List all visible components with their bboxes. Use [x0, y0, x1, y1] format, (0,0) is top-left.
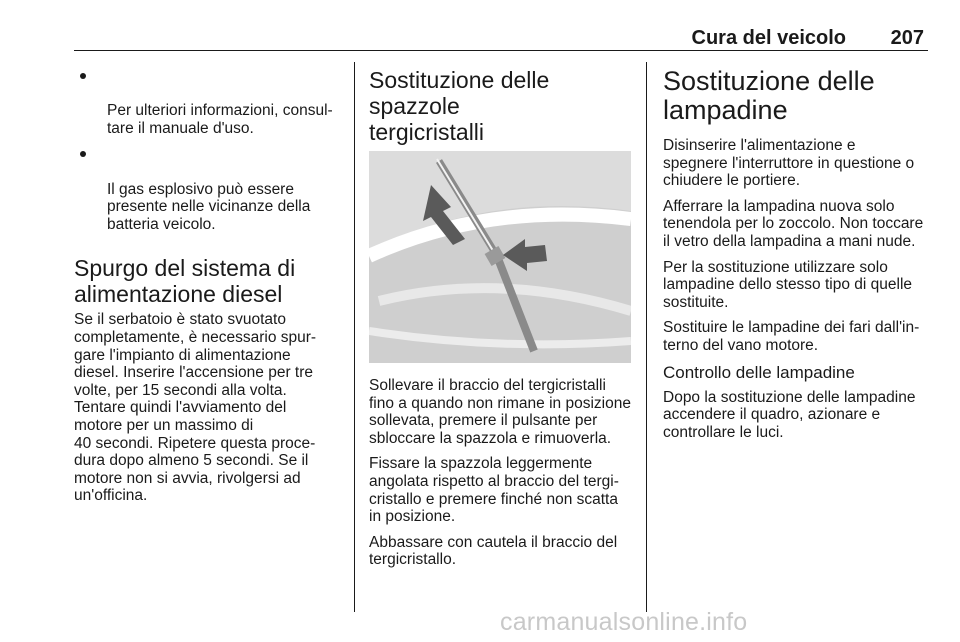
body-paragraph: Se il serbatoio è stato svuotato completamente, è necessario spur- gare l'impianto di alimentazione diesel. Inserire l'accensione per tre volte, per 15 secondi alla volta. Tentare quindi l'avviamento del motore per un massimo di 40 secondi. Ripetere questa proce- dura dopo almeno 5 secondi. Se il motore non si avvia, rivolgersi ad un'officina.	[74, 311, 317, 505]
section-heading: Spurgo del sistema di alimentazione diesel	[74, 255, 296, 308]
column-right	[663, 67, 933, 449]
watermark: carmanualsonline.info	[500, 608, 748, 636]
bullet-dot-icon	[80, 151, 86, 157]
bullet-item	[74, 67, 348, 137]
page-number: 207	[890, 27, 924, 49]
column-divider	[646, 62, 647, 612]
bullet-item	[74, 145, 348, 233]
bullet-dot-icon	[80, 73, 86, 79]
section-heading: Sostituzione delle spazzole tergicristalli	[369, 67, 550, 145]
body-paragraph: Dopo la sostituzione delle lampadine accendere il quadro, azionare e controllare le luci.	[663, 388, 916, 441]
wiper-illustration	[369, 151, 631, 363]
subsection-heading: Controllo delle lampadine	[663, 362, 855, 382]
body-paragraph: Sostituire le lampadine dei fari dall'in- terno del vano motore.	[663, 319, 920, 354]
wiper-blade-icon	[369, 151, 631, 363]
body-paragraph: Abbassare con cautela il braccio del tergicristallo.	[369, 533, 618, 569]
body-paragraph: Disinserire l'alimentazione e spegnere l'interruttore in questione o chiudere le portiere.	[663, 137, 915, 190]
body-paragraph: Sollevare il braccio del tergicristalli fino a quando non rimane in posizione sollevata, premere il pulsante per sbloccare la spazzola e rimuoverla.	[369, 377, 631, 447]
bullet-text: Per ulteriori informazioni, consul- tare il manuale d'uso.	[107, 102, 333, 137]
bullet-text: Il gas esplosivo può essere presente nelle vicinanze della batteria veicolo.	[107, 180, 311, 233]
page-header	[74, 26, 928, 51]
section-title: Cura del veicolo	[691, 27, 846, 49]
column-divider	[354, 62, 355, 612]
body-paragraph: Afferrare la lampadina nuova solo tenendola per lo zoccolo. Non toccare il vetro della lampadina a mani nude.	[663, 197, 924, 250]
column-left	[74, 67, 348, 513]
body-paragraph: Fissare la spazzola leggermente angolata rispetto al braccio del tergi- cristallo e premere finché non scatta in posizione.	[369, 455, 619, 526]
body-paragraph: Per la sostituzione utilizzare solo lampadine dello stesso tipo di quelle sostituite.	[663, 258, 913, 311]
column-middle	[369, 67, 637, 577]
section-heading: Sostituzione delle lampadine	[663, 66, 875, 125]
